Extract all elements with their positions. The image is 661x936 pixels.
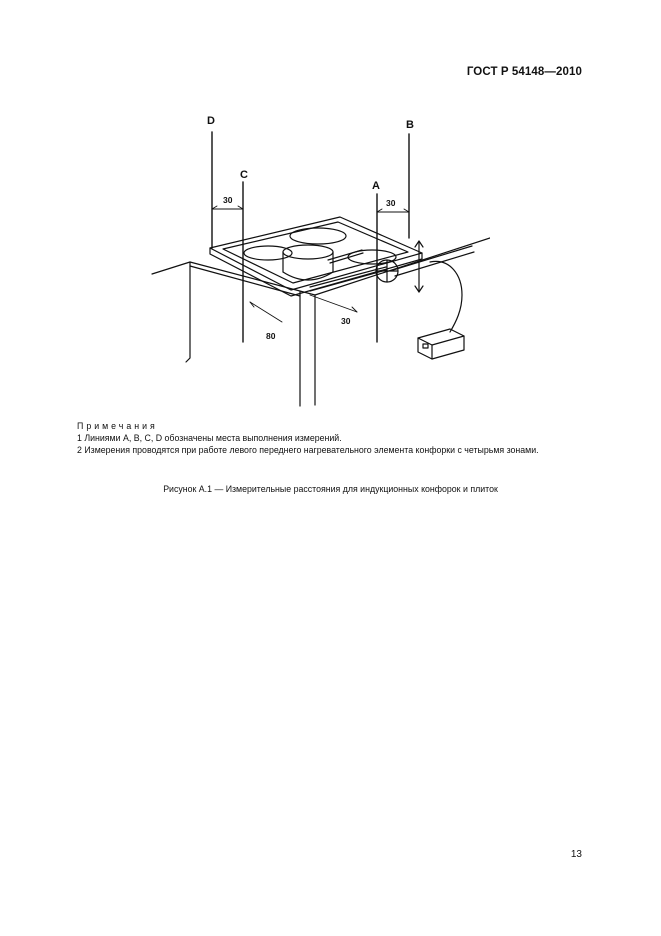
dimension-front-right: 30 [341,316,351,326]
cooktop-plate [210,217,422,296]
notes-title: Примечания [77,421,158,431]
notes-block [48,420,583,456]
cabinet-outline [152,238,490,406]
note-item-1: 1 Линиями А, В, С, D обозначены места выполнения измерений. [77,433,342,443]
measurement-probe [310,241,474,292]
dimension-front-left: 80 [266,331,276,341]
line-label-a: A [372,180,380,192]
measurement-figure [150,110,490,410]
cooktop-diagram [150,110,490,410]
meter-box [418,329,464,359]
dimension-right-top: 30 [386,198,396,208]
meter-cable [430,261,462,332]
figure-caption: Рисунок А.1 — Измерительные расстояния для индукционных конфорок и плиток [163,484,498,494]
note-item-2: 2 Измерения проводятся при работе левого переднего нагревательного элемента конфорки с четырьмя зонами. [77,445,539,455]
line-label-d: D [207,115,215,127]
dimension-left-top: 30 [223,195,233,205]
page-number: 13 [570,849,582,860]
measurement-lines [212,132,409,342]
line-label-b: B [406,119,414,131]
document-standard-id: ГОСТ Р 54148—2010 [466,66,582,78]
line-label-c: C [240,169,248,181]
